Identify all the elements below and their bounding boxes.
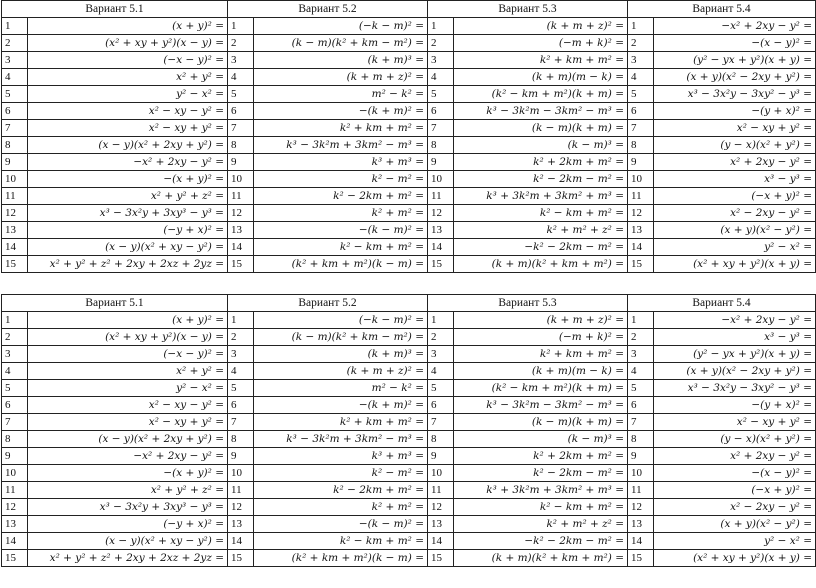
task-number: 1	[228, 312, 254, 329]
task-number: 2	[428, 329, 454, 346]
task-number: 9	[628, 448, 654, 465]
task-number: 13	[428, 516, 454, 533]
task-number: 11	[228, 482, 254, 499]
task-number: 15	[628, 550, 654, 567]
task-expression: x² + y² + z² =	[28, 188, 228, 205]
task-number: 4	[428, 363, 454, 380]
header-row	[2, 1, 816, 18]
task-number: 9	[428, 154, 454, 171]
task-expression: (x − y)(x² + 2xy + y²) =	[28, 137, 228, 154]
task-number: 13	[428, 222, 454, 239]
task-number: 15	[228, 550, 254, 567]
task-expression: k³ − 3k²m + 3km² − m³ =	[254, 431, 428, 448]
task-number: 9	[2, 448, 28, 465]
task-number: 5	[428, 86, 454, 103]
task-expression: (k + m)(m − k) =	[454, 363, 628, 380]
task-expression: y² − x² =	[28, 86, 228, 103]
task-expression: (−x − y)² =	[28, 346, 228, 363]
task-expression: k² − 2km − m² =	[454, 171, 628, 188]
task-number: 6	[628, 103, 654, 120]
table-row	[2, 380, 816, 397]
task-expression: (k + m + z)² =	[454, 18, 628, 35]
task-number: 7	[628, 120, 654, 137]
table-row	[2, 482, 816, 499]
task-expression: x³ − 3x²y − 3xy² − y³ =	[654, 86, 816, 103]
task-number: 6	[428, 397, 454, 414]
task-expression: (k + m + z)² =	[254, 69, 428, 86]
task-expression: x² − xy − y² =	[28, 397, 228, 414]
task-number: 10	[228, 171, 254, 188]
task-number: 5	[2, 86, 28, 103]
task-expression: y² − x² =	[654, 239, 816, 256]
task-expression: (x + y)(x² − y²) =	[654, 516, 816, 533]
task-number: 11	[628, 188, 654, 205]
task-number: 13	[228, 222, 254, 239]
task-expression: x² − 2xy − y² =	[654, 499, 816, 516]
task-expression: (x + y)² =	[28, 312, 228, 329]
task-expression: (k + m)³ =	[254, 52, 428, 69]
task-number: 2	[2, 35, 28, 52]
task-expression: (k + m + z)² =	[454, 312, 628, 329]
task-number: 2	[628, 329, 654, 346]
variant-header: Вариант 5.1	[2, 295, 228, 312]
task-expression: (k + m)³ =	[254, 346, 428, 363]
task-expression: (k − m)³ =	[454, 431, 628, 448]
task-number: 7	[628, 414, 654, 431]
task-expression: (k + m)(m − k) =	[454, 69, 628, 86]
task-expression: (−x − y)² =	[28, 52, 228, 69]
table-row	[2, 431, 816, 448]
task-expression: −(k + m)² =	[254, 103, 428, 120]
table-row	[2, 363, 816, 380]
task-expression: k² − km + m² =	[254, 533, 428, 550]
table-row	[2, 52, 816, 69]
task-number: 1	[2, 312, 28, 329]
task-expression: (−k − m)² =	[254, 18, 428, 35]
variant-header: Вариант 5.4	[628, 1, 816, 18]
task-expression: k² − km + m² =	[254, 239, 428, 256]
task-number: 14	[628, 239, 654, 256]
task-number: 5	[628, 86, 654, 103]
task-number: 6	[2, 397, 28, 414]
task-number: 5	[628, 380, 654, 397]
task-number: 3	[428, 346, 454, 363]
task-expression: (k − m)(k + m) =	[454, 414, 628, 431]
task-number: 11	[228, 188, 254, 205]
task-expression: k² − 2km + m² =	[254, 188, 428, 205]
task-number: 8	[628, 137, 654, 154]
task-expression: x³ − 3x²y − 3xy² − y³ =	[654, 380, 816, 397]
task-number: 11	[2, 482, 28, 499]
task-number: 12	[428, 499, 454, 516]
table-row	[2, 86, 816, 103]
task-number: 2	[428, 35, 454, 52]
task-number: 1	[628, 18, 654, 35]
task-number: 15	[2, 550, 28, 567]
task-expression: (x + y)(x² − 2xy + y²) =	[654, 69, 816, 86]
task-number: 2	[228, 35, 254, 52]
table-row	[2, 171, 816, 188]
task-expression: k² + km + m² =	[454, 52, 628, 69]
task-expression: k² − m² =	[254, 171, 428, 188]
task-number: 9	[2, 154, 28, 171]
task-number: 5	[228, 380, 254, 397]
task-number: 1	[2, 18, 28, 35]
task-expression: −k² − 2km − m² =	[454, 533, 628, 550]
task-number: 3	[628, 346, 654, 363]
task-number: 6	[628, 397, 654, 414]
task-expression: (y² − yx + y²)(x + y) =	[654, 52, 816, 69]
task-expression: x³ − 3x²y + 3xy³ − y³ =	[28, 499, 228, 516]
task-number: 1	[428, 18, 454, 35]
task-number: 15	[228, 256, 254, 273]
task-expression: k² + km + m² =	[454, 346, 628, 363]
task-number: 14	[628, 533, 654, 550]
task-expression: −x² + 2xy − y² =	[28, 154, 228, 171]
header-row	[2, 295, 816, 312]
task-number: 3	[228, 52, 254, 69]
task-expression: x² − 2xy − y² =	[654, 205, 816, 222]
task-expression: (−x + y)² =	[654, 482, 816, 499]
task-number: 5	[2, 380, 28, 397]
task-expression: −x² + 2xy − y² =	[654, 312, 816, 329]
task-expression: k³ + 3k²m + 3km² + m³ =	[454, 482, 628, 499]
task-number: 10	[228, 465, 254, 482]
task-number: 3	[628, 52, 654, 69]
task-expression: (k + m)(k² + km + m²) =	[454, 256, 628, 273]
task-expression: −(k − m)² =	[254, 516, 428, 533]
task-expression: (−y + x)² =	[28, 222, 228, 239]
task-expression: x² + y² =	[28, 363, 228, 380]
task-expression: x² + y² + z² + 2xy + 2xz + 2yz =	[28, 256, 228, 273]
task-number: 12	[628, 205, 654, 222]
task-number: 5	[428, 380, 454, 397]
task-expression: x² + 2xy − y² =	[654, 448, 816, 465]
task-number: 10	[2, 171, 28, 188]
task-expression: −k² − 2km − m² =	[454, 239, 628, 256]
task-expression: x³ − y³ =	[654, 329, 816, 346]
task-expression: (y² − yx + y²)(x + y) =	[654, 346, 816, 363]
task-expression: (−m + k)² =	[454, 35, 628, 52]
task-expression: k³ − 3k²m − 3km² − m³ =	[454, 397, 628, 414]
task-number: 14	[428, 533, 454, 550]
task-number: 10	[628, 465, 654, 482]
task-expression: k² + 2km + m² =	[454, 154, 628, 171]
task-number: 12	[2, 499, 28, 516]
task-expression: k² − 2km + m² =	[254, 482, 428, 499]
task-expression: x³ − y³ =	[654, 171, 816, 188]
task-expression: m² − k² =	[254, 86, 428, 103]
task-number: 15	[428, 550, 454, 567]
task-expression: k² − km + m² =	[454, 205, 628, 222]
task-expression: (x + y)² =	[28, 18, 228, 35]
task-expression: (k² + km + m²)(k − m) =	[254, 550, 428, 567]
task-expression: k³ + m³ =	[254, 448, 428, 465]
table-row	[2, 499, 816, 516]
task-number: 2	[2, 329, 28, 346]
table-row	[2, 448, 816, 465]
task-expression: k² − 2km − m² =	[454, 465, 628, 482]
task-expression: (x − y)(x² + 2xy + y²) =	[28, 431, 228, 448]
table-row	[2, 205, 816, 222]
task-number: 15	[428, 256, 454, 273]
table-row	[2, 533, 816, 550]
task-expression: (x² + xy + y²)(x − y) =	[28, 329, 228, 346]
task-expression: (x + y)(x² − 2xy + y²) =	[654, 363, 816, 380]
task-expression: −(y + x)² =	[654, 103, 816, 120]
task-number: 12	[228, 499, 254, 516]
task-expression: (k + m + z)² =	[254, 363, 428, 380]
task-number: 7	[2, 414, 28, 431]
task-expression: −(k + m)² =	[254, 397, 428, 414]
task-number: 12	[628, 499, 654, 516]
task-number: 10	[2, 465, 28, 482]
task-expression: −(x + y)² =	[28, 171, 228, 188]
task-expression: k³ − 3k²m + 3km² − m³ =	[254, 137, 428, 154]
task-number: 13	[628, 516, 654, 533]
task-number: 3	[2, 52, 28, 69]
task-expression: (k − m)(k + m) =	[454, 120, 628, 137]
task-number: 2	[628, 35, 654, 52]
task-number: 9	[228, 448, 254, 465]
task-number: 13	[628, 222, 654, 239]
task-number: 10	[428, 465, 454, 482]
task-number: 10	[628, 171, 654, 188]
task-number: 11	[628, 482, 654, 499]
variant-header: Вариант 5.2	[228, 295, 428, 312]
task-number: 1	[228, 18, 254, 35]
task-number: 6	[228, 103, 254, 120]
table-row	[2, 550, 816, 567]
task-number: 7	[428, 414, 454, 431]
task-number: 8	[428, 431, 454, 448]
task-number: 7	[228, 414, 254, 431]
table-row	[2, 18, 816, 35]
task-expression: (−x + y)² =	[654, 188, 816, 205]
task-expression: (k² − km + m²)(k + m) =	[454, 380, 628, 397]
task-expression: (x² + xy + y²)(x + y) =	[654, 550, 816, 567]
task-number: 11	[428, 188, 454, 205]
task-expression: −(x + y)² =	[28, 465, 228, 482]
task-expression: x² + y² + z² =	[28, 482, 228, 499]
task-expression: k² + 2km + m² =	[454, 448, 628, 465]
task-number: 1	[628, 312, 654, 329]
task-number: 2	[228, 329, 254, 346]
task-expression: (y − x)(x² + y²) =	[654, 431, 816, 448]
task-number: 13	[228, 516, 254, 533]
task-expression: k² + m² + z² =	[454, 516, 628, 533]
table-row	[2, 312, 816, 329]
task-expression: (x² + xy + y²)(x − y) =	[28, 35, 228, 52]
task-number: 12	[2, 205, 28, 222]
task-number: 5	[228, 86, 254, 103]
task-expression: x³ − 3x²y + 3xy³ − y³ =	[28, 205, 228, 222]
task-number: 14	[2, 239, 28, 256]
task-expression: (k − m)(k² + km − m²) =	[254, 35, 428, 52]
task-number: 14	[2, 533, 28, 550]
task-expression: x² + y² + z² + 2xy + 2xz + 2yz =	[28, 550, 228, 567]
task-number: 9	[428, 448, 454, 465]
task-expression: −x² + 2xy − y² =	[654, 18, 816, 35]
table-row	[2, 120, 816, 137]
task-expression: k³ + 3k²m + 3km² + m³ =	[454, 188, 628, 205]
task-number: 10	[428, 171, 454, 188]
task-expression: x² + y² =	[28, 69, 228, 86]
task-number: 15	[628, 256, 654, 273]
task-number: 13	[2, 222, 28, 239]
task-expression: x² − xy + y² =	[654, 120, 816, 137]
table-row	[2, 188, 816, 205]
task-number: 8	[428, 137, 454, 154]
task-expression: k² + m² =	[254, 205, 428, 222]
table-row	[2, 346, 816, 363]
task-expression: (x + y)(x² − y²) =	[654, 222, 816, 239]
task-expression: k² + km + m² =	[254, 414, 428, 431]
task-number: 4	[2, 363, 28, 380]
task-expression: y² − x² =	[654, 533, 816, 550]
variant-table-1	[1, 0, 816, 273]
task-expression: (k² − km + m²)(k + m) =	[454, 86, 628, 103]
task-number: 3	[228, 346, 254, 363]
task-expression: k² + m² =	[254, 499, 428, 516]
task-number: 4	[628, 69, 654, 86]
task-number: 4	[628, 363, 654, 380]
variant-header: Вариант 5.3	[428, 295, 628, 312]
task-number: 1	[428, 312, 454, 329]
task-expression: k² + km + m² =	[254, 120, 428, 137]
task-number: 8	[2, 137, 28, 154]
task-number: 15	[2, 256, 28, 273]
task-expression: m² − k² =	[254, 380, 428, 397]
task-number: 4	[228, 69, 254, 86]
task-expression: x² + 2xy − y² =	[654, 154, 816, 171]
task-expression: y² − x² =	[28, 380, 228, 397]
task-expression: (−m + k)² =	[454, 329, 628, 346]
table-row	[2, 154, 816, 171]
task-expression: (x − y)(x² + xy − y²) =	[28, 239, 228, 256]
task-number: 9	[228, 154, 254, 171]
task-number: 14	[228, 533, 254, 550]
variant-table-2	[1, 294, 816, 567]
table-row	[2, 69, 816, 86]
task-number: 8	[2, 431, 28, 448]
task-expression: k³ − 3k²m − 3km² − m³ =	[454, 103, 628, 120]
task-expression: (k² + km + m²)(k − m) =	[254, 256, 428, 273]
table-row	[2, 35, 816, 52]
table-row	[2, 137, 816, 154]
task-expression: x² − xy − y² =	[28, 103, 228, 120]
task-expression: −(x − y)² =	[654, 465, 816, 482]
task-number: 4	[428, 69, 454, 86]
task-expression: −(y + x)² =	[654, 397, 816, 414]
task-number: 7	[2, 120, 28, 137]
task-expression: (x − y)(x² + xy − y²) =	[28, 533, 228, 550]
task-expression: (k − m)(k² + km − m²) =	[254, 329, 428, 346]
task-number: 4	[2, 69, 28, 86]
task-number: 7	[228, 120, 254, 137]
task-expression: −(x − y)² =	[654, 35, 816, 52]
task-expression: k² − m² =	[254, 465, 428, 482]
table-row	[2, 222, 816, 239]
task-number: 12	[428, 205, 454, 222]
task-expression: k² − km + m² =	[454, 499, 628, 516]
task-number: 13	[2, 516, 28, 533]
task-expression: (−y + x)² =	[28, 516, 228, 533]
table-row	[2, 516, 816, 533]
task-number: 14	[428, 239, 454, 256]
variant-header: Вариант 5.3	[428, 1, 628, 18]
variant-header: Вариант 5.4	[628, 295, 816, 312]
task-expression: (−k − m)² =	[254, 312, 428, 329]
table-row	[2, 239, 816, 256]
table-row	[2, 329, 816, 346]
variant-header: Вариант 5.2	[228, 1, 428, 18]
task-expression: (k + m)(k² + km + m²) =	[454, 550, 628, 567]
task-number: 6	[428, 103, 454, 120]
task-number: 7	[428, 120, 454, 137]
task-expression: x² − xy + y² =	[28, 414, 228, 431]
table-row	[2, 103, 816, 120]
task-number: 14	[228, 239, 254, 256]
task-number: 4	[228, 363, 254, 380]
task-expression: x² − xy + y² =	[28, 120, 228, 137]
table-row	[2, 256, 816, 273]
task-expression: −(k − m)² =	[254, 222, 428, 239]
task-expression: (x² + xy + y²)(x + y) =	[654, 256, 816, 273]
task-number: 11	[428, 482, 454, 499]
task-number: 8	[628, 431, 654, 448]
table-row	[2, 397, 816, 414]
task-expression: (k − m)³ =	[454, 137, 628, 154]
task-expression: (y − x)(x² + y²) =	[654, 137, 816, 154]
table-row	[2, 414, 816, 431]
task-number: 9	[628, 154, 654, 171]
task-number: 12	[228, 205, 254, 222]
variant-header: Вариант 5.1	[2, 1, 228, 18]
task-number: 11	[2, 188, 28, 205]
task-number: 3	[428, 52, 454, 69]
task-expression: x² − xy + y² =	[654, 414, 816, 431]
table-row	[2, 465, 816, 482]
task-expression: −x² + 2xy − y² =	[28, 448, 228, 465]
task-number: 3	[2, 346, 28, 363]
task-number: 8	[228, 431, 254, 448]
task-number: 6	[2, 103, 28, 120]
task-expression: k³ + m³ =	[254, 154, 428, 171]
task-number: 6	[228, 397, 254, 414]
task-number: 8	[228, 137, 254, 154]
task-expression: k² + m² + z² =	[454, 222, 628, 239]
